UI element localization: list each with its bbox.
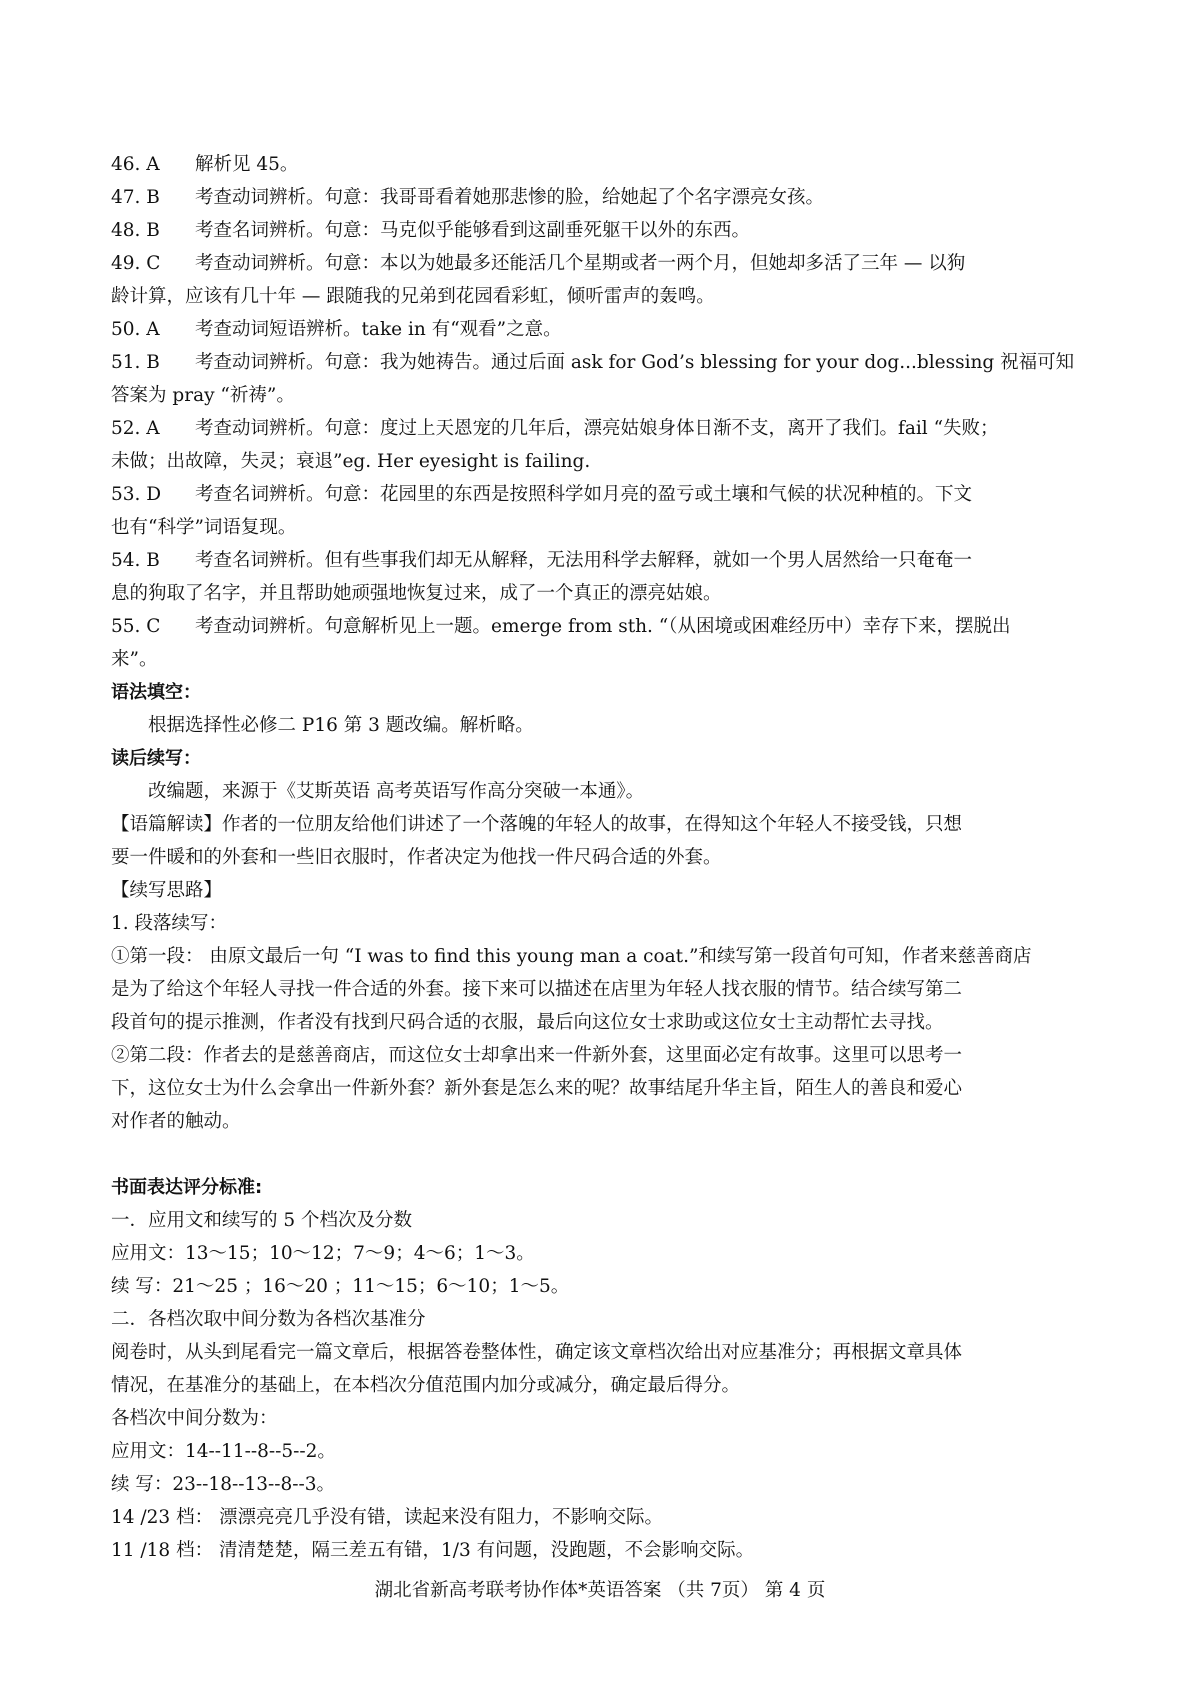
scoring-section — [111, 1171, 1099, 1567]
answer-explanation-continued: 答案为 pray “祈祷”。 — [111, 385, 295, 406]
section-heading: 语法填空： — [111, 682, 201, 703]
passage-analysis: 【语篇解读】作者的一位朋友给他们讲述了一个落魄的年轻人的故事，在得知这个年轻人不接受钱，只想 — [111, 814, 963, 835]
scoring-line: 各档次中间分数为： — [111, 1408, 278, 1429]
paragraph-one-guide: 是为了给这个年轻人寻找一件合适的外套。接下来可以描述在店里为年轻人找衣服的情节。结合续写第二 — [111, 979, 963, 1000]
answer-explanation-continued: 龄计算，应该有几十年 — 跟随我的兄弟到花园看彩虹，倾听雷声的轰鸣。 — [111, 286, 715, 307]
answer-explanation: 考查名词辨析。句意：花园里的东西是按照科学如月亮的盈亏或土壤和气候的状况种植的。下文 — [195, 484, 973, 505]
scoring-line: 14 /23 档： 漂漂亮亮几乎没有错，读起来没有阻力，不影响交际。 — [111, 1507, 663, 1528]
answer-explanation: 考查名词辨析。但有些事我们却无从解释，无法用科学去解释，就如一个男人居然给一只奄奄一 — [195, 550, 973, 571]
answer-item — [111, 313, 1099, 346]
answer-list — [111, 148, 1099, 676]
paragraph-two-guide: 对作者的触动。 — [111, 1111, 241, 1132]
scoring-line: 情况，在基准分的基础上，在本档次分值范围内加分或减分，确定最后得分。 — [111, 1375, 741, 1396]
question-number: 54. B — [111, 550, 160, 571]
section-heading: 读后续写： — [111, 748, 201, 769]
answer-explanation-continued: 息的狗取了名字，并且帮助她顽强地恢复过来，成了一个真正的漂亮姑娘。 — [111, 583, 722, 604]
answer-item — [111, 412, 1099, 478]
paragraph-two-guide: 下，这位女士为什么会拿出一件新外套？新外套是怎么来的呢？故事结尾升华主旨，陌生人的善良和爱心 — [111, 1078, 963, 1099]
answer-explanation: 考查名词辨析。句意：马克似乎能够看到这副垂死躯干以外的东西。 — [195, 220, 751, 241]
point-title: 1. 段落续写： — [111, 913, 228, 934]
answer-explanation: 考查动词辨析。句意：度过上天恩宠的几年后，漂亮姑娘身体日渐不支，离开了我们。fail “失败； — [195, 418, 999, 439]
passage-analysis: 要一件暖和的外套和一些旧衣服时，作者决定为他找一件尺码合适的外套。 — [111, 847, 722, 868]
section-spacer — [111, 1138, 1099, 1171]
question-number: 55. C — [111, 616, 161, 637]
answer-item — [111, 610, 1099, 676]
question-number: 46. A — [111, 154, 160, 175]
scoring-line: 一．应用文和续写的 5 个档次及分数 — [111, 1210, 413, 1231]
scoring-line: 应用文：14--11--8--5--2。 — [111, 1441, 336, 1462]
paragraph-one-guide: ①第一段： 由原文最后一句 “I was to find this young man a coat.”和续写第一段首句可知，作者来慈善商店 — [111, 946, 1032, 967]
question-number: 47. B — [111, 187, 160, 208]
question-number: 53. D — [111, 484, 162, 505]
scoring-line: 应用文：13～15；10～12；7～9；4～6；1～3。 — [111, 1243, 535, 1264]
page-footer: 湖北省新高考联考协作体*英语答案 （共 7页） 第 4 页 — [374, 1580, 826, 1601]
answer-explanation-continued: 未做；出故障，失灵；衰退”eg. Her eyesight is failing. — [111, 451, 591, 472]
answer-explanation: 考查动词辨析。句意：我哥哥看着她那悲惨的脸，给她起了个名字漂亮女孩。 — [195, 187, 825, 208]
question-number: 50. A — [111, 319, 160, 340]
scoring-line: 11 /18 档： 清清楚楚，隔三差五有错，1/3 有问题，没跑题，不会影响交际。 — [111, 1540, 755, 1561]
question-number: 48. B — [111, 220, 160, 241]
question-number: 49. C — [111, 253, 161, 274]
answer-item — [111, 247, 1099, 313]
answer-item — [111, 181, 1099, 214]
answer-item — [111, 214, 1099, 247]
paragraph-two-guide: ②第二段：作者去的是慈善商店，而这位女士却拿出来一件新外套，这里面必定有故事。这里可以思考一 — [111, 1045, 963, 1066]
answer-explanation: 考查动词辨析。句意解析见上一题。emerge from sth. “（从困境或困难经历中）幸存下来，摆脱出 — [195, 616, 1011, 637]
approach-title: 【续写思路】 — [111, 880, 223, 901]
answer-page-body — [111, 148, 1099, 1567]
scoring-line: 二．各档次取中间分数为各档次基准分 — [111, 1309, 426, 1330]
scoring-line: 续 写：21～25 ；16～20 ；11～15；6～10；1～5。 — [111, 1276, 570, 1297]
answer-explanation: 考查动词辨析。句意：本以为她最多还能活几个星期或者一两个月，但她却多活了三年 — 以狗 — [195, 253, 966, 274]
answer-item — [111, 346, 1099, 412]
answer-explanation-continued: 也有“科学”词语复现。 — [111, 517, 297, 538]
answer-item — [111, 478, 1099, 544]
question-number: 52. A — [111, 418, 160, 439]
answer-item — [111, 544, 1099, 610]
paragraph-one-guide: 段首句的提示推测，作者没有找到尺码合适的衣服，最后向这位女士求助或这位女士主动帮忙去寻找。 — [111, 1012, 944, 1033]
answer-item — [111, 148, 1099, 181]
scoring-line: 阅卷时，从头到尾看完一篇文章后，根据答卷整体性，确定该文章档次给出对应基准分；再根据文章具体 — [111, 1342, 963, 1363]
answer-explanation: 考查动词短语辨析。take in 有“观看”之意。 — [195, 319, 562, 340]
source-note: 改编题，来源于《艾斯英语 高考英语写作高分突破一本通》。 — [148, 781, 645, 802]
question-number: 51. B — [111, 352, 160, 373]
section-text: 根据选择性必修二 P16 第 3 题改编。解析略。 — [148, 715, 534, 736]
grammar-section — [111, 676, 1099, 742]
scoring-line: 续 写：23--18--13--8--3。 — [111, 1474, 336, 1495]
answer-explanation: 解析见 45。 — [195, 154, 299, 175]
answer-explanation-continued: 来”。 — [111, 649, 158, 670]
answer-explanation: 考查动词辨析。句意：我为她祷告。通过后面 ask for God’s blessing for your dog...blessing 祝福可知 — [195, 352, 1075, 373]
continuation-section — [111, 742, 1099, 1138]
section-heading: 书面表达评分标准: — [111, 1177, 263, 1198]
